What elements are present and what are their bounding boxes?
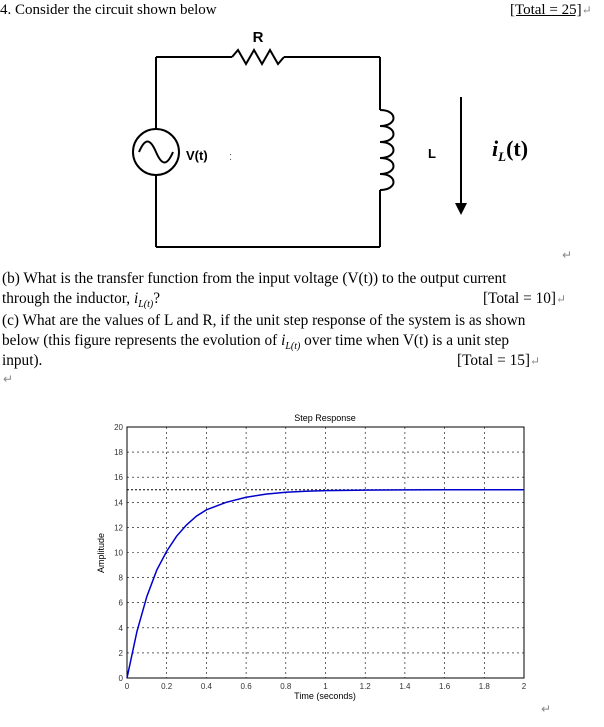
part-c-line1: (c) What are the values of L and R, if the unit step response of the system is as shown [2,312,526,329]
inductor-label: L [428,146,436,161]
y-tick-label: 6 [118,598,123,608]
part-b-line1: (b) What is the transfer function from the input voltage (V(t)) to the output current [2,270,507,287]
resistor-label: R [252,29,264,46]
paragraph-mark-icon: ↵ [541,702,552,716]
y-tick-label: 0 [118,674,123,683]
y-tick-label: 2 [118,648,123,658]
x-tick-label: 0.8 [280,682,292,691]
source-label: V(t) [186,148,208,163]
x-axis-label: Time (seconds) [294,691,356,701]
y-tick-label: 20 [114,423,123,432]
colon-mark: : [229,151,233,163]
y-tick-label: 8 [118,573,123,583]
part-b-total: [Total = 10]↵ [483,290,567,307]
paragraph-mark-icon: ↵ [581,3,592,17]
x-tick-label: 0 [124,682,130,691]
x-tick-label: 1 [323,682,328,691]
x-tick-label: 1.2 [359,682,371,691]
current-label: $i_L(t)$ [492,136,529,164]
chart-title: Step Response [294,413,356,423]
paragraph-mark-icon: ↵ [3,372,14,386]
x-tick-label: 1.8 [478,682,490,691]
y-tick-label: 4 [118,623,123,633]
x-tick-label: 0.4 [200,682,212,691]
part-c-line3: input). [2,352,43,369]
total-marks: [Total = 25] [510,2,582,18]
x-tick-label: 0.2 [161,682,173,691]
y-tick-label: 16 [114,473,123,483]
paragraph-mark-icon: ↵ [529,354,541,368]
y-tick-label: 12 [114,523,123,533]
part-c-total: [Total = 15]↵ [457,352,541,369]
paragraph-mark-icon: ↵ [562,248,573,260]
part-c-line2: below (this figure represents the evolution of $i_{L(t)}$ over time when V(t) is a unit step [2,332,510,352]
paragraph-mark-icon: ↵ [555,292,567,306]
x-tick-label: 1.4 [399,682,411,691]
x-tick-label: 2 [521,682,527,691]
y-tick-label: 14 [114,498,123,508]
x-tick-label: 0.6 [240,682,252,691]
question-title: 4. Consider the circuit shown below [0,2,217,18]
y-tick-label: 10 [114,548,123,558]
y-tick-label: 18 [114,448,123,458]
x-tick-label: 1.6 [439,682,451,691]
y-axis-label: Amplitude [96,532,106,574]
part-b-line2: through the inductor, $i_{L(t)}$? [2,290,160,310]
